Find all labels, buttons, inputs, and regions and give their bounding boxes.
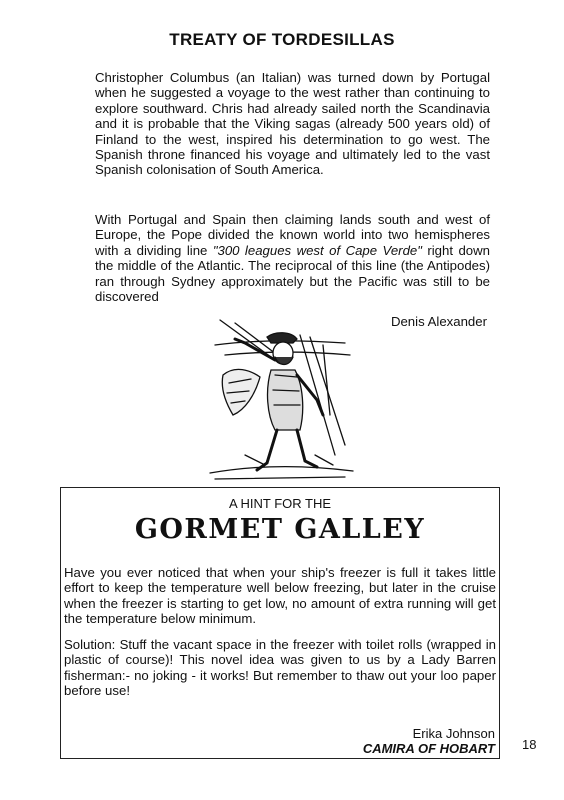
sailor-illustration <box>205 315 355 480</box>
article-paragraph-2 <box>95 212 490 304</box>
hint-title: GORMET GALLEY <box>134 514 426 545</box>
hint-author: Erika Johnson <box>412 726 495 741</box>
paragraph-2-text-start: With Portugal and Spain then claiming lands south and west of Europe, the Pope divided the known world into two hemispheres with a dividing line <box>95 212 490 258</box>
hint-vessel: CAMIRA OF HOBART <box>362 741 495 756</box>
paragraph-2-text-end: right down the middle of the Atlantic. The reciprocal of this line (the Antipodes) ran through Sydney approximately but the Pacific was still to be discovered <box>95 242 490 305</box>
paragraph-2-quote: "300 leagues west of Cape Verde" <box>212 242 422 258</box>
article-title: TREATY OF TORDESILLAS <box>169 30 395 49</box>
hint-paragraph-2: Solution: Stuff the vacant space in the freezer with toilet rolls (wrapped in plastic of course)! This novel idea was given to us by a Lady Barren fisherman:- no joking - it works! But remember to thaw out your loo paper before use! <box>64 637 496 699</box>
hint-box <box>60 487 500 759</box>
article-author: Denis Alexander <box>390 314 487 329</box>
article-paragraph-1: Christopher Columbus (an Italian) was turned down by Portugal when he suggested a voyage to the west rather than continuing to explore southward. Chris had already sailed north the Scandinavia and it is probable that the Viking sagas (already 500 years old) of Finland to the west, inspired his determination to go west. The Spanish throne financed his voyage and ultimately led to the vast Spanish colonisation of South America. <box>95 70 490 178</box>
page-number: 18 <box>522 737 537 752</box>
hint-heading: A HINT FOR THE <box>228 496 332 511</box>
hint-paragraph-1: Have you ever noticed that when your ship's freezer is full it takes little effort to keep the temperature well below freezing, but later in the cruise when the freezer is starting to get low, no amount of extra running will get the temperature below minimum. <box>64 565 496 627</box>
